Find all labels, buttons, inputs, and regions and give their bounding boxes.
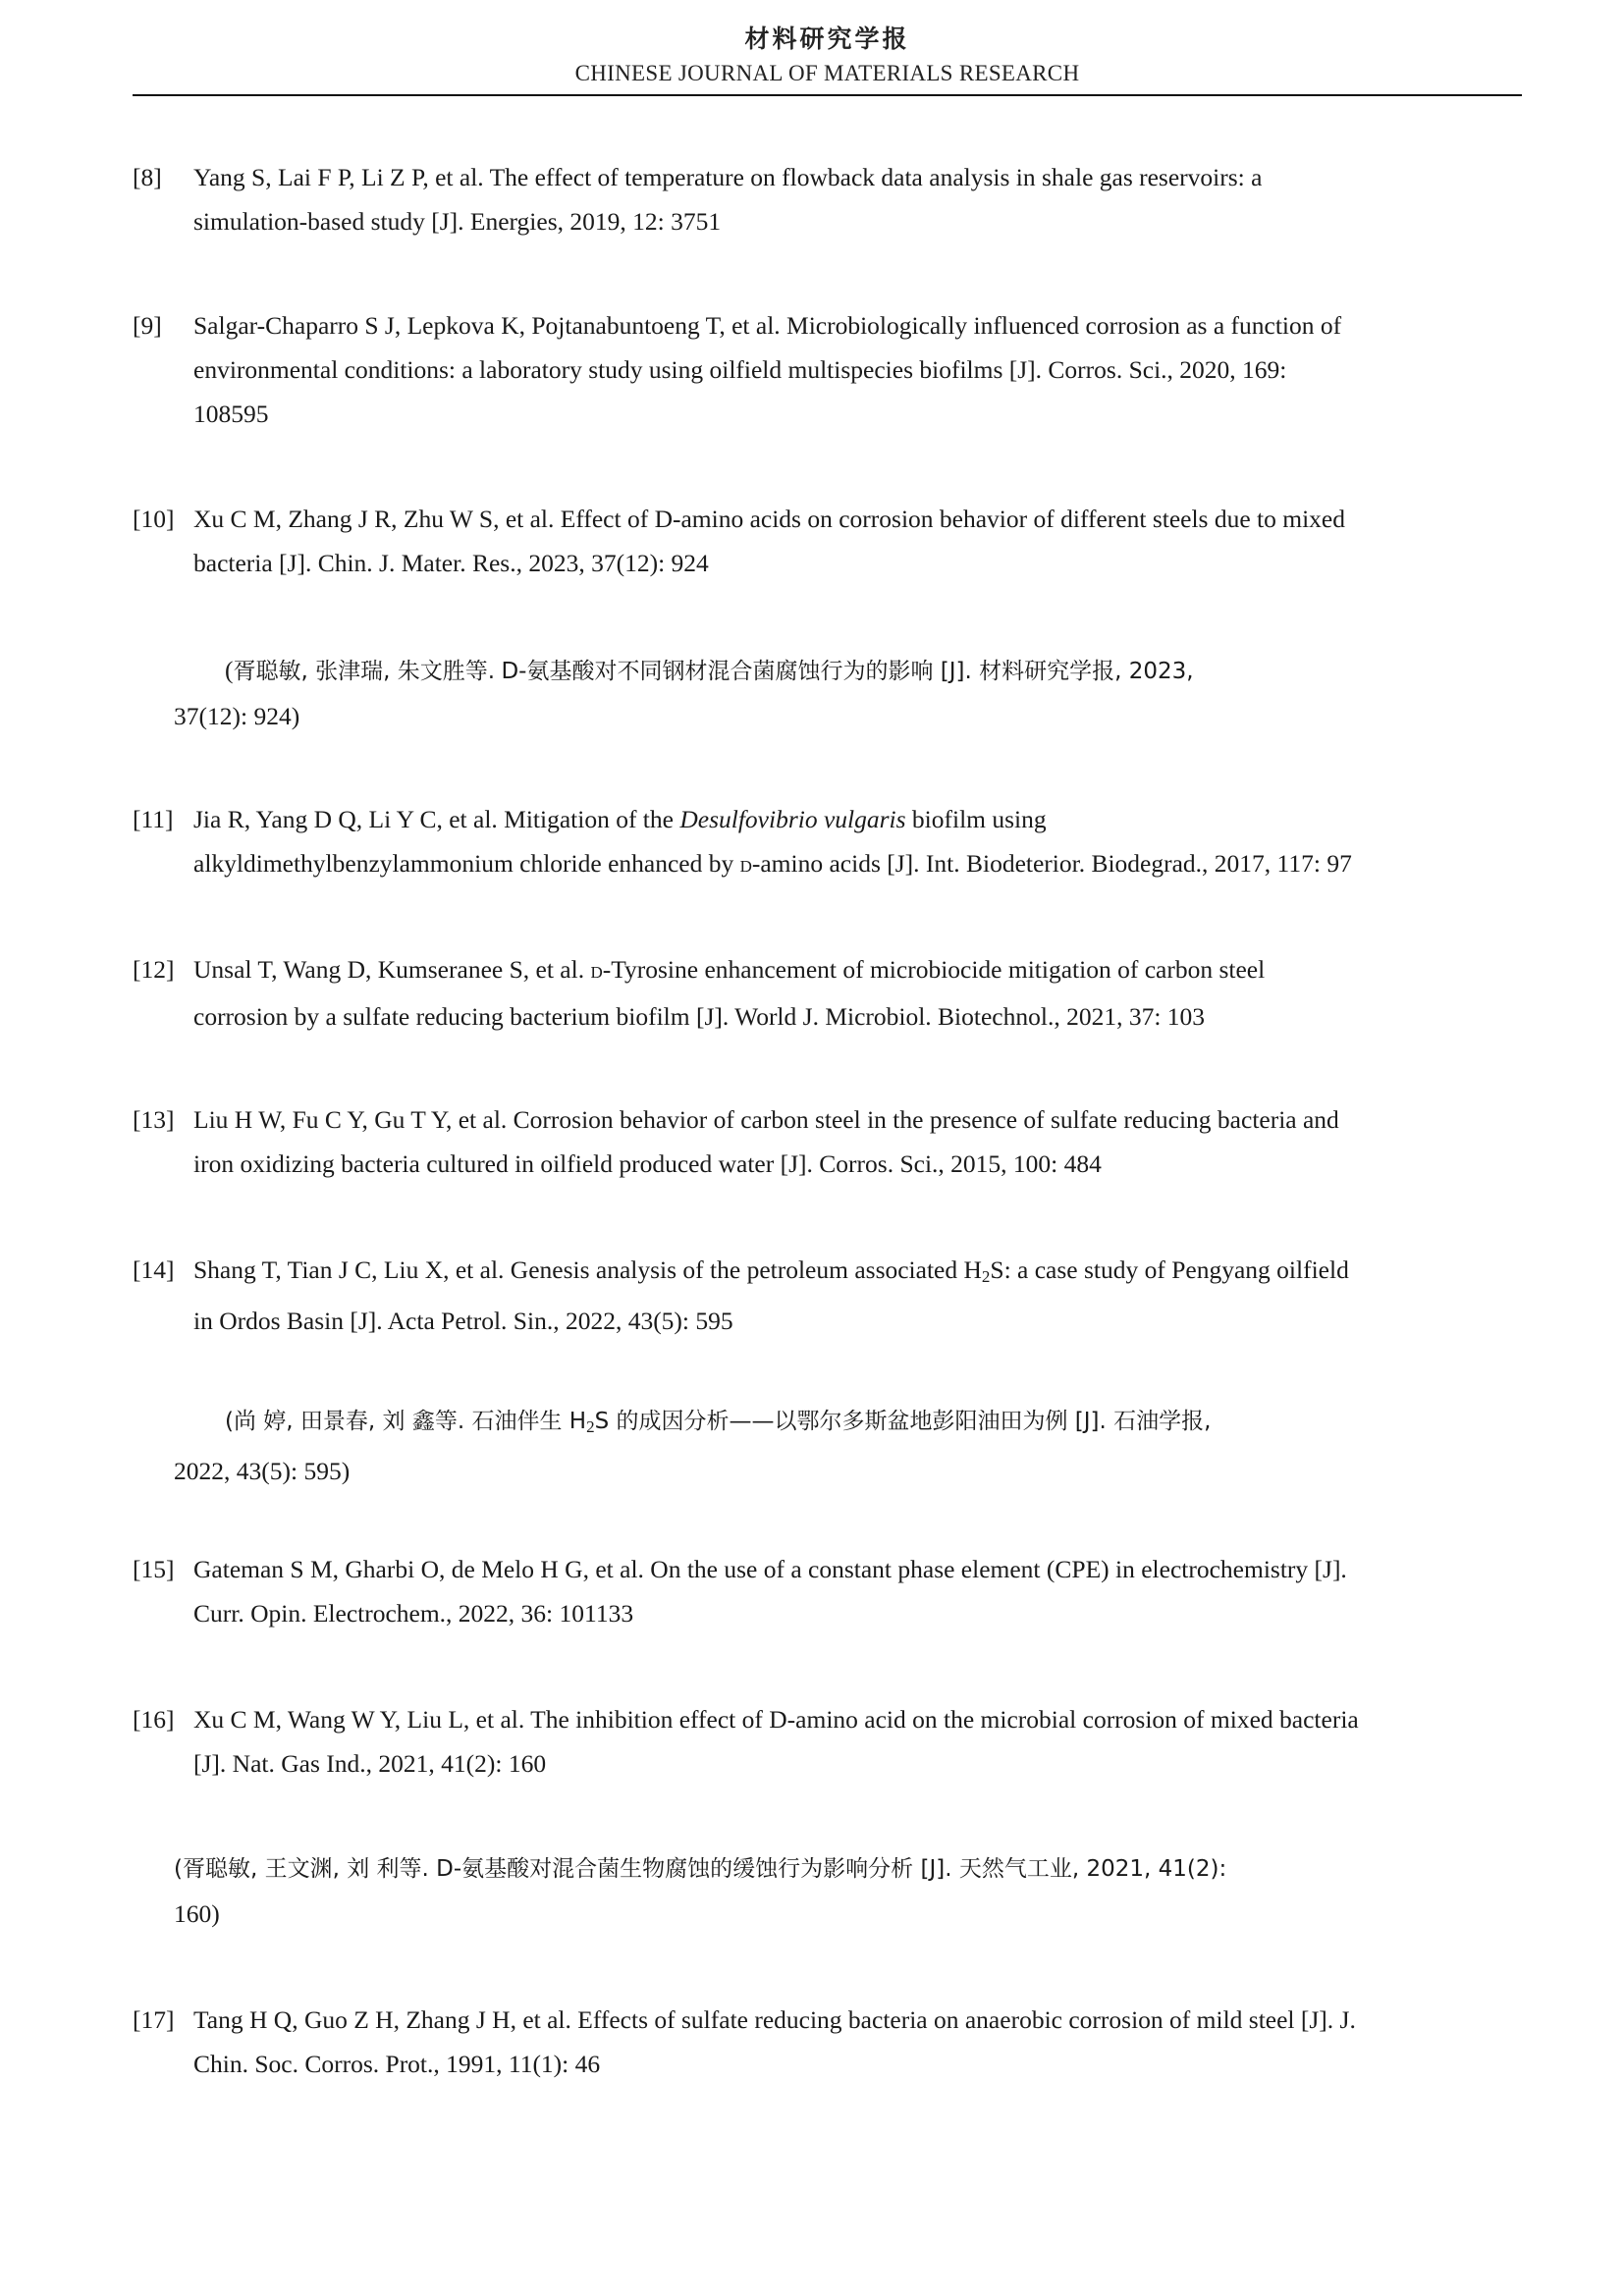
- reference-item-11: [133, 797, 1527, 888]
- reference-line: Curr. Opin. Electrochem., 2022, 36: 101133: [193, 1599, 634, 1628]
- reference-line: environmental conditions: a laboratory study using oilfield multispecies biofilms [J]. Corros. Sci., 2020, 169:: [193, 355, 1287, 384]
- reference-line: Xu C M, Zhang J R, Zhu W S, et al. Effect of D-amino acids on corrosion behavior of different steels due to mixed: [193, 505, 1345, 533]
- reference-text: [193, 303, 1529, 436]
- reference-line: Tang H Q, Guo Z H, Zhang J H, et al. Effects of sulfate reducing bacteria on anaerobic corrosion of mild steel [J]. J.: [193, 2005, 1356, 2034]
- reference-line: 108595: [193, 400, 269, 428]
- reference-line: 37(12): 924): [174, 702, 300, 730]
- reference-item-14: [133, 1248, 1527, 1343]
- reference-line: Salgar-Chaparro S J, Lepkova K, Pojtanabuntoeng T, et al. Microbiologically influenced corrosion as a function of: [193, 311, 1342, 340]
- reference-number: [9]: [133, 311, 162, 340]
- reference-item-17: [133, 1998, 1527, 2086]
- reference-item-9: [133, 303, 1527, 436]
- reference-line: simulation-based study [J]. Energies, 2019, 12: 3751: [193, 207, 722, 236]
- reference-text: [193, 1097, 1529, 1186]
- reference-number: [8]: [133, 163, 162, 191]
- reference-line: (胥聪敏, 王文渊, 刘 利等. D-氨基酸对混合菌生物腐蚀的缓蚀行为影响分析 [J]. 天然气工业, 2021, 41(2):: [174, 1856, 1227, 1882]
- reference-line: bacteria [J]. Chin. J. Mater. Res., 2023, 37(12): 924: [193, 549, 709, 577]
- reference-line: Unsal T, Wang D, Kumseranee S, et al. D-Tyrosine enhancement of microbiocide mitigation of carbon steel: [193, 955, 1266, 984]
- reference-line: Yang S, Lai F P, Li Z P, et al. The effect of temperature on flowback data analysis in shale gas reservoirs: a: [193, 163, 1263, 191]
- reference-text: [193, 1998, 1529, 2086]
- reference-item-14-chinese: [174, 1398, 1527, 1493]
- reference-item-10-chinese: [174, 648, 1527, 738]
- reference-line: 2022, 43(5): 595): [174, 1457, 351, 1485]
- journal-title-cn: 材料研究学报: [744, 25, 910, 53]
- reference-line: (尚 婷, 田景春, 刘 鑫等. 石油伴生 $H_2S$ 的成因分析——以鄂尔多斯盆地彭阳油田为例 [J]. 石油学报,: [225, 1409, 1212, 1436]
- reference-text: [193, 797, 1529, 888]
- reference-line: Xu C M, Wang W Y, Liu L, et al. The inhibition effect of D-amino acid on the microbial corrosion of mixed bacteria: [193, 1705, 1359, 1734]
- reference-number: [10]: [133, 505, 175, 533]
- header-divider: [133, 94, 1522, 96]
- species-name: Desulfovibrio vulgaris: [679, 805, 906, 833]
- reference-text: [193, 155, 1529, 243]
- reference-number: [15]: [133, 1555, 175, 1583]
- reference-line: Jia R, Yang D Q, Li Y C, et al. Mitigation of the Desulfovibrio vulgaris biofilm using: [193, 805, 1047, 833]
- reference-number: [16]: [133, 1705, 175, 1734]
- reference-line: 160): [174, 1899, 220, 1928]
- reference-text: [193, 947, 1529, 1039]
- reference-item-16-chinese: [174, 1847, 1527, 1936]
- reference-number: [11]: [133, 805, 174, 833]
- reference-item-13: [133, 1097, 1527, 1186]
- reference-text: [193, 1547, 1529, 1635]
- reference-number: [17]: [133, 2005, 175, 2034]
- journal-title-en: CHINESE JOURNAL OF MATERIALS RESEARCH: [574, 61, 1080, 85]
- reference-text: [193, 1248, 1529, 1343]
- reference-line: Chin. Soc. Corros. Prot., 1991, 11(1): 46: [193, 2050, 601, 2078]
- running-header: [133, 22, 1522, 88]
- reference-line: iron oxidizing bacteria cultured in oilfield produced water [J]. Corros. Sci., 2015, 100: 484: [193, 1149, 1102, 1178]
- reference-line: Shang T, Tian J C, Liu X, et al. Genesis analysis of the petroleum associated $H_2S$: a case study of Pengyang oilfield: [193, 1255, 1349, 1286]
- reference-item-16: [133, 1697, 1527, 1786]
- reference-text: [193, 1697, 1529, 1786]
- reference-line: corrosion by a sulfate reducing bacterium biofilm [J]. World J. Microbiol. Biotechnol., 2021, 37: 103: [193, 1002, 1206, 1031]
- reference-item-8: [133, 155, 1527, 243]
- reference-number: [12]: [133, 955, 175, 984]
- reference-item-12: [133, 947, 1527, 1039]
- reference-item-15: [133, 1547, 1527, 1635]
- reference-item-10: [133, 497, 1527, 585]
- reference-number: [13]: [133, 1105, 175, 1134]
- reference-line: [J]. Nat. Gas Ind., 2021, 41(2): 160: [193, 1749, 547, 1778]
- reference-text: [193, 497, 1529, 585]
- reference-line: in Ordos Basin [J]. Acta Petrol. Sin., 2022, 43(5): 595: [193, 1307, 733, 1335]
- reference-line: alkyldimethylbenzylammonium chloride enhanced by D-amino acids [J]. Int. Biodeterior. Biodegrad., 2017, 117: 97: [193, 849, 1352, 878]
- reference-line: (胥聪敏, 张津瑞, 朱文胜等. D-氨基酸对不同钢材混合菌腐蚀行为的影响 [J]. 材料研究学报, 2023,: [225, 656, 1194, 684]
- reference-line: Gateman S M, Gharbi O, de Melo H G, et al. On the use of a constant phase element (CPE) in electrochemistry [J].: [193, 1555, 1347, 1583]
- reference-line: Liu H W, Fu C Y, Gu T Y, et al. Corrosion behavior of carbon steel in the presence of sulfate reducing bacteria and: [193, 1105, 1339, 1134]
- reference-number: [14]: [133, 1255, 175, 1284]
